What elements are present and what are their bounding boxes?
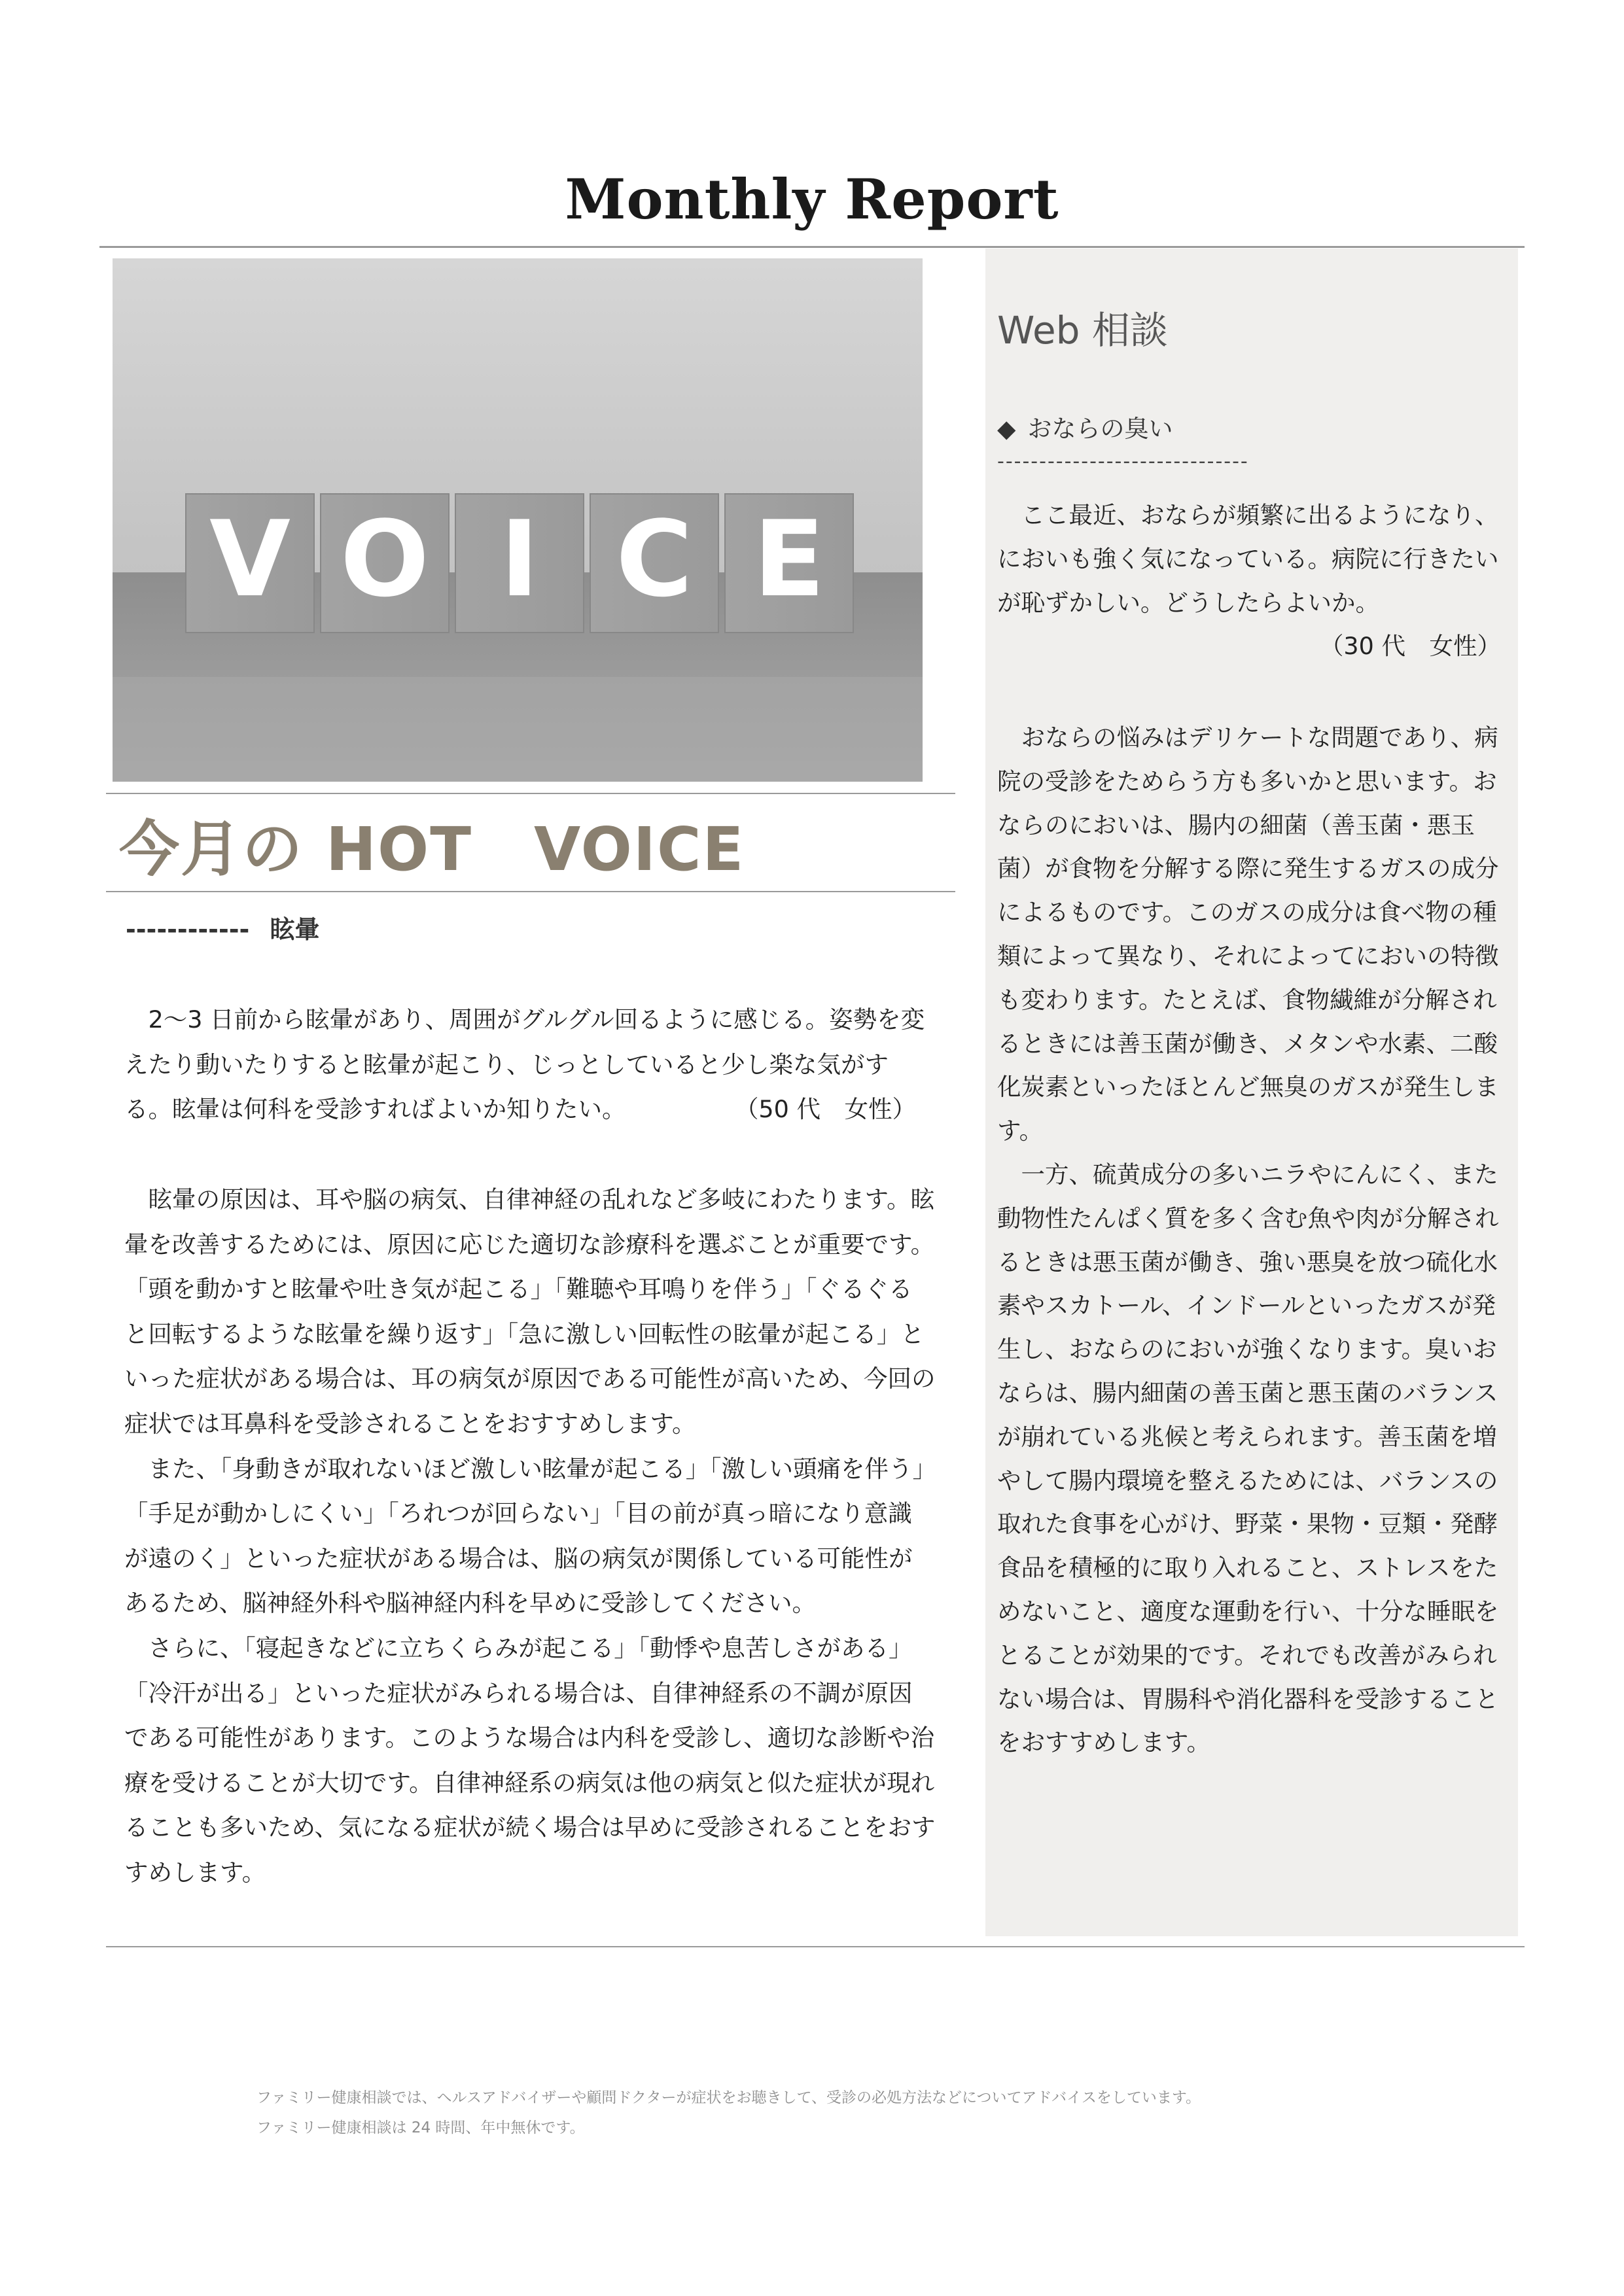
- hot-voice-topic-line: [126, 909, 320, 945]
- masthead-title: Monthly Report: [565, 167, 1059, 232]
- web-consult-topic: おならの臭い: [1027, 415, 1173, 443]
- footer-notes: [256, 2083, 1201, 2143]
- voice-block-i: [455, 494, 584, 633]
- hot-voice-answer-paragraph: 眩暈の原因は、耳や脳の病気、自律神経の乱れなど多岐にわたります。眩暈を改善するためには、原因に応じた適切な診療科を選ぶことが重要です。「頭を動かすと眩暈や吐き気が起こる」「難聴や耳鳴りを伴う」「ぐるぐると回転するような眩暈を繰り返す」「急に激しい回転性の眩暈が起こる」といった症状がある場合は、耳の病気が原因である可能性が高いため、今回の症状では耳鼻科を受診されることをおすすめします。: [124, 1185, 936, 1438]
- voice-block-v: [186, 494, 314, 633]
- content-bottom-rule: [106, 1946, 1525, 1947]
- web-consult-question-block: [997, 494, 1508, 669]
- header-rule: [99, 246, 1525, 248]
- topic-dashes: ------------: [126, 915, 250, 944]
- voice-block-e: [725, 494, 853, 633]
- web-consult-question: ここ最近、おならが頻繁に出るようになり、においも強く気になっている。病院に行きたいが恥ずかしい。どうしたらよいか。: [997, 501, 1499, 617]
- hot-voice-top-rule: [106, 793, 955, 794]
- hot-voice-bottom-rule: [106, 891, 955, 892]
- diamond-icon: ◆: [997, 415, 1016, 443]
- svg-text:I: I: [500, 498, 539, 620]
- svg-text:E: E: [753, 498, 825, 620]
- hot-voice-answer-paragraph: さらに、「寝起きなどに立ちくらみが起こる」「動悸や息苦しさがある」「冷汗が出る」といった症状がみられる場合は、自律神経系の不調が原因である可能性があります。このような場合は内科を受診し、適切な診断や治療を受けることが大切です。自律神経系の病気は他の病気と似た症状が現れることも多いため、気になる症状が続く場合は早めに受診されることをおすすめします。: [124, 1633, 936, 1887]
- hot-voice-question: 2～3 日前から眩暈があり、周囲がグルグル回るように感じる。姿勢を変えたり動いたりすると眩暈が起こり、じっとしていると少し楽な気がする。眩暈は何科を受診すればよいか知りたい。: [124, 1005, 925, 1124]
- web-consult-answer-paragraph: 一方、硫黄成分の多いニラやにんにく、また動物性たんぱく質を多く含む魚や肉が分解されるときは悪玉菌が働き、強い悪臭を放つ硫化水素やスカトール、インドールといったガスが発生し、おならのにおいが強くなります。臭いおならは、腸内細菌の善玉菌と悪玉菌のバランスが崩れている兆候と考えられます。善玉菌を増やして腸内環境を整えるためには、バランスの取れた食事を心がけ、野菜・果物・豆類・発酵食品を積極的に取り入れること、ストレスをためないこと、適度な運動を行い、十分な睡眠をとることが効果的です。それでも改善がみられない場合は、胃腸科や消化器科を受診することをおすすめします。: [997, 1160, 1499, 1757]
- svg-text:O: O: [340, 498, 430, 620]
- svg-text:C: C: [616, 498, 693, 620]
- hot-voice-title: 今月の HOT VOICE: [119, 814, 745, 884]
- hot-voice-question-block: [124, 998, 936, 1132]
- voice-block-c: [590, 494, 718, 633]
- svg-text:V: V: [209, 498, 291, 620]
- web-consult-answer-paragraph: おならの悩みはデリケートな問題であり、病院の受診をためらう方も多いかと思います。おならのにおいは、腸内の細菌（善玉菌・悪玉菌）が食物を分解する際に発生するガスの成分によるものです。このガスの成分は食べ物の種類によって異なり、それによってにおいの特徴も変わります。たとえば、食物繊維が分解されるときには善玉菌が働き、メタンや水素、二酸化炭素といったほとんど無臭のガスが発生します。: [997, 723, 1499, 1145]
- web-consult-answer: [997, 716, 1508, 1765]
- hot-voice-questioner: （50 代 女性）: [734, 1095, 916, 1124]
- web-consult-questioner: （30 代 女性）: [1319, 632, 1501, 661]
- web-consult-topic-line: [997, 409, 1173, 444]
- hot-voice-answer: [124, 1177, 936, 1896]
- voice-block-o: [321, 494, 449, 633]
- hot-voice-answer-paragraph: また、「身動きが取れないほど激しい眩暈が起こる」「激しい頭痛を伴う」「手足が動かしにくい」「ろれつが回らない」「目の前が真っ暗になり意識が遠のく」といった症状がある場合は、脳の病気が関係している可能性があるため、脳神経外科や脳神経内科を早めに受診してください。: [124, 1454, 925, 1618]
- web-consult-dashes: ------------------------------: [997, 450, 1249, 473]
- voice-blocks-photo: [113, 258, 923, 782]
- hot-voice-topic: 眩暈: [270, 915, 320, 944]
- web-consult-heading: Web 相談: [997, 308, 1168, 353]
- footer-line: ファミリー健康相談では、ヘルスアドバイザーや顧問ドクターが症状をお聴きして、受診の必処方法などについてアドバイスをしています。: [256, 2089, 1201, 2106]
- footer-line: ファミリー健康相談は 24 時間、年中無休です。: [256, 2119, 585, 2136]
